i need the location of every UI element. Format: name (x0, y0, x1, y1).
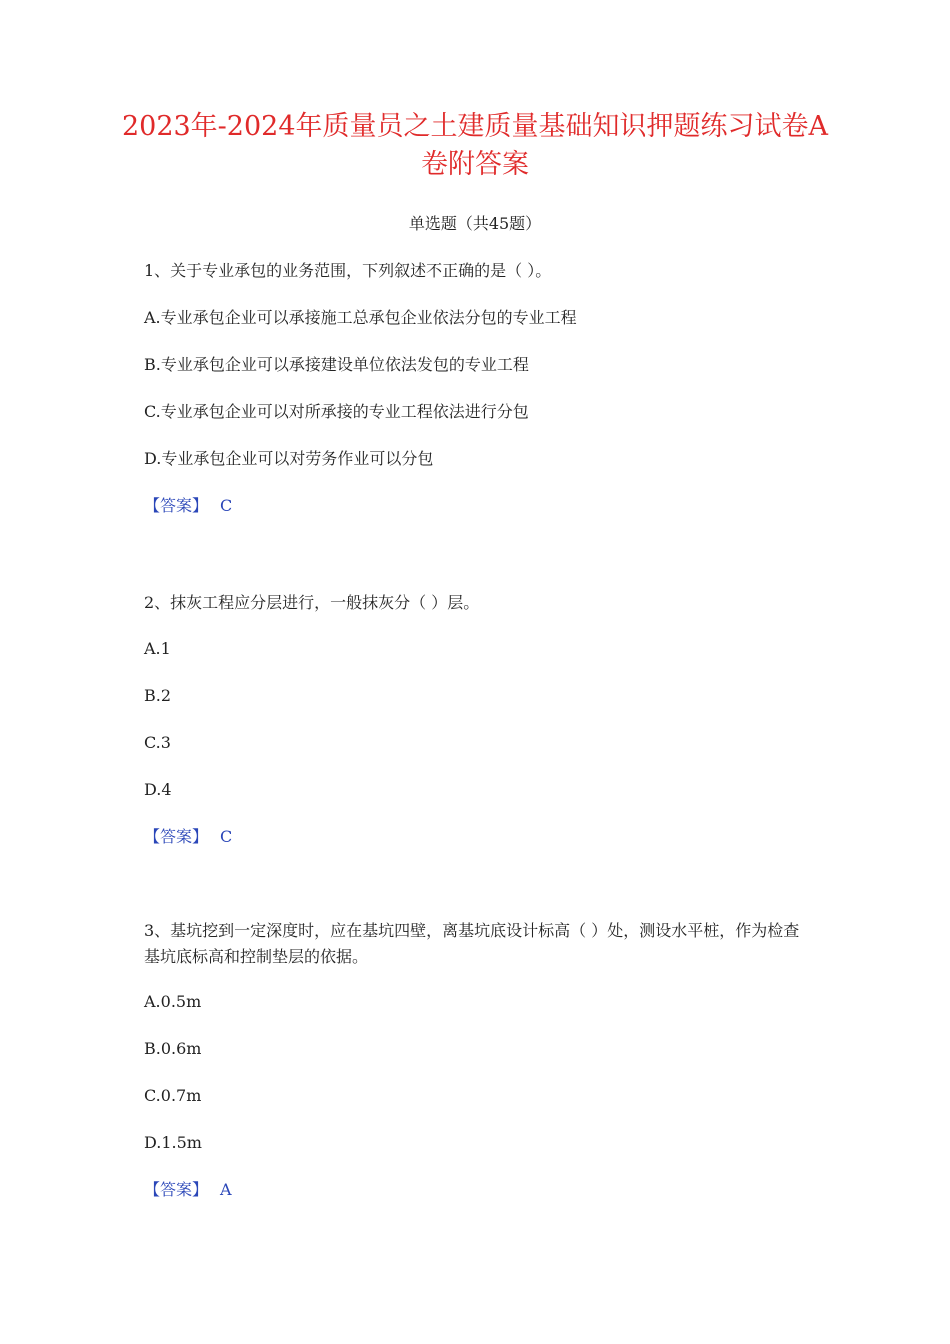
answer-value: C (220, 496, 233, 515)
option-c: C.0.7m (144, 1086, 202, 1105)
answer-line (144, 494, 232, 518)
option-b: B.专业承包企业可以承接建设单位依法发包的专业工程 (144, 355, 529, 374)
section-heading: 单选题（共45题） (408, 214, 542, 233)
option-a: A.1 (144, 639, 171, 658)
answer-line (144, 1178, 232, 1202)
option-b: B.2 (144, 686, 172, 705)
question-2 (144, 590, 814, 860)
option-b: B.0.6m (144, 1039, 202, 1058)
option-d: D.4 (144, 780, 172, 799)
answer-label: 【答案】 (144, 1180, 209, 1199)
answer-value: A (220, 1180, 232, 1199)
question-1 (144, 258, 814, 528)
option-c: C.3 (144, 733, 171, 752)
option-d: D.1.5m (144, 1133, 202, 1152)
answer-label: 【答案】 (144, 496, 209, 515)
question-stem: 2、抹灰工程应分层进行，一般抹灰分（ ）层。 (144, 593, 480, 612)
option-a: A.专业承包企业可以承接施工总承包企业依法分包的专业工程 (144, 308, 577, 327)
option-a: A.0.5m (144, 992, 202, 1011)
question-3 (144, 918, 814, 1218)
question-stem: 1、关于专业承包的业务范围，下列叙述不正确的是（ ）。 (144, 261, 552, 280)
document-title: 2023年-2024年质量员之土建质量基础知识押题练习试卷A卷附答案 (121, 111, 829, 180)
option-c: C.专业承包企业可以对所承接的专业工程依法进行分包 (144, 402, 529, 421)
answer-label: 【答案】 (144, 827, 209, 846)
option-d: D.专业承包企业可以对劳务作业可以分包 (144, 449, 434, 468)
answer-line (144, 825, 232, 849)
answer-value: C (220, 827, 233, 846)
question-stem: 3、基坑挖到一定深度时，应在基坑四壁，离基坑底设计标高（ ）处，测设水平桩，作为检查基坑底标高和控制垫层的依据。 (144, 921, 800, 966)
